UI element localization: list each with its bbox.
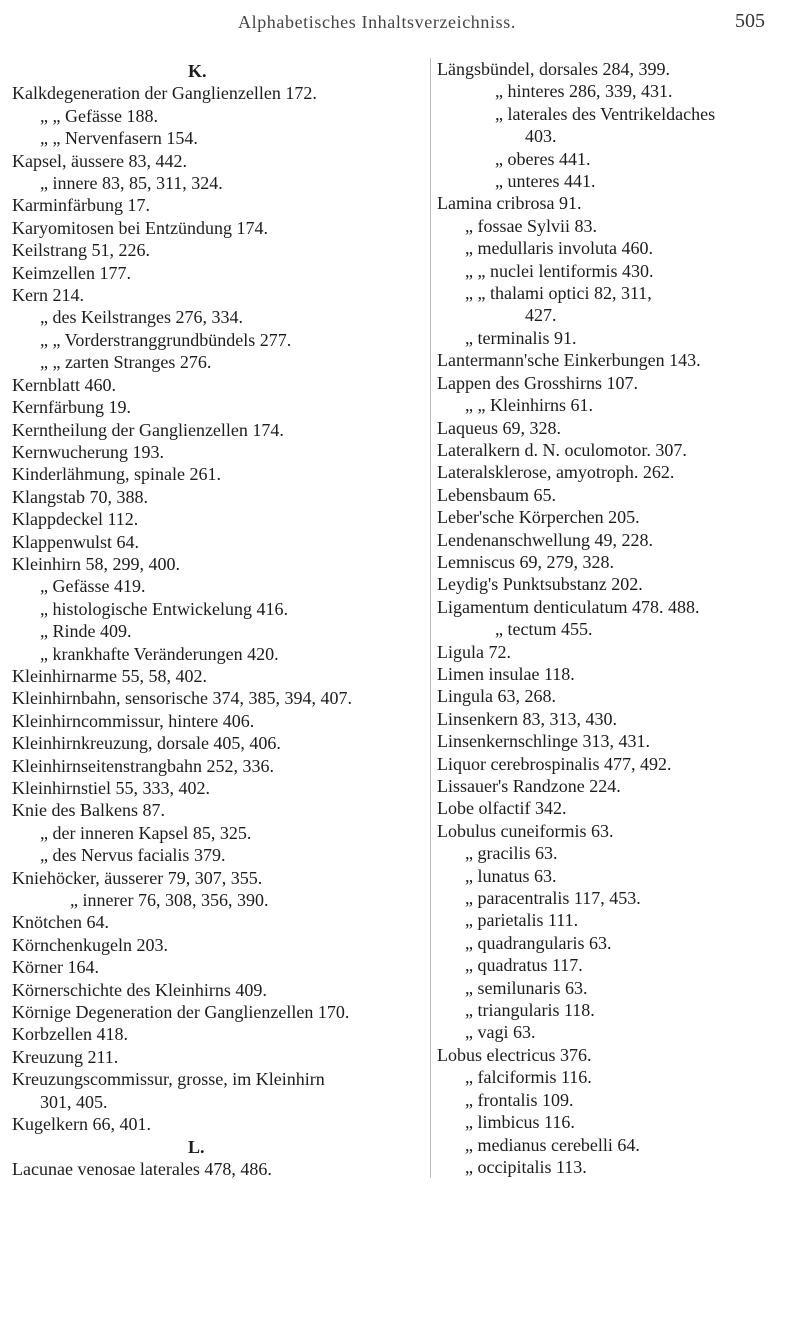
index-entry: „ der inneren Kapsel 85, 325.: [40, 822, 252, 843]
index-entry: Keilstrang 51, 226.: [12, 240, 150, 261]
section-letter: K.: [188, 61, 207, 81]
index-entry: Kleinhirnkreuzung, dorsale 405, 406.: [12, 733, 281, 754]
index-entry: Kleinhirnseitenstrangbahn 252, 336.: [12, 755, 274, 776]
running-title: Alphabetisches Inhaltsverzeichniss.: [238, 12, 516, 32]
index-entry: Kugelkern 66, 401.: [12, 1114, 151, 1135]
index-entry: Leydig's Punktsubstanz 202.: [437, 574, 643, 595]
index-entry: Lebensbaum 65.: [437, 484, 556, 505]
index-entry: „ „ Vorderstranggrundbündels 277.: [40, 329, 292, 350]
index-entry: Klappdeckel 112.: [12, 509, 139, 530]
index-entry: Lappen des Grosshirns 107.: [437, 372, 638, 393]
index-entry: „ semilunaris 63.: [465, 977, 588, 998]
index-entry: „ fossae Sylvii 83.: [465, 215, 597, 236]
index-entry: Lemniscus 69, 279, 328.: [437, 551, 614, 572]
index-entry: „ „ nuclei lentiformis 430.: [465, 260, 654, 281]
index-entry: Kernblatt 460.: [12, 374, 116, 395]
index-entry: Lacunae venosae laterales 478, 486.: [12, 1158, 272, 1179]
index-entry: Lateralsklerose, amyotroph. 262.: [437, 462, 675, 483]
index-entry: Lamina cribrosa 91.: [437, 193, 582, 214]
index-entry: 427.: [525, 305, 557, 326]
index-entry: Kniehöcker, äusserer 79, 307, 355.: [12, 867, 263, 888]
index-entry: „ krankhafte Veränderungen 420.: [40, 643, 279, 664]
index-entry: „ „ Kleinhirns 61.: [465, 395, 593, 416]
index-entry: Kleinhirnstiel 55, 333, 402.: [12, 778, 210, 798]
index-entry: Kleinhirn 58, 299, 400.: [12, 553, 180, 574]
index-entry: Klangstab 70, 388.: [12, 486, 148, 507]
index-entry: „ terminalis 91.: [465, 327, 577, 348]
index-entry: Körnerschichte des Kleinhirns 409.: [12, 979, 267, 1000]
index-entry: Kleinhirnarme 55, 58, 402.: [12, 665, 207, 686]
index-entry: „ „ zarten Stranges 276.: [40, 352, 212, 373]
index-entry: „ medullaris involuta 460.: [465, 238, 653, 259]
index-entry: „ Rinde 409.: [40, 621, 132, 642]
index-entry: „ innerer 76, 308, 356, 390.: [70, 890, 269, 911]
index-entry: Lobe olfactif 342.: [437, 798, 567, 819]
index-entry: „ gracilis 63.: [465, 843, 558, 864]
index-entry: „ occipitalis 113.: [465, 1156, 587, 1177]
index-entry: Kleinhirncommissur, hintere 406.: [12, 710, 255, 731]
index-entry: Lantermann'sche Einkerbungen 143.: [437, 350, 701, 371]
index-entry: „ Gefässe 419.: [40, 576, 146, 597]
index-entry: 301, 405.: [40, 1091, 108, 1112]
index-entry: Keimzellen 177.: [12, 262, 131, 283]
index-entry: Kreuzungscommissur, grosse, im Kleinhirn: [12, 1069, 325, 1090]
index-entry: „ innere 83, 85, 311, 324.: [40, 173, 223, 194]
index-entry: Kalkdegeneration der Ganglienzellen 172.: [12, 83, 317, 104]
index-entry: „ „ Gefässe 188.: [40, 105, 158, 126]
index-entry: Kreuzung 211.: [12, 1046, 119, 1067]
index-entry: Kern 214.: [12, 285, 84, 306]
index-entry: Klappenwulst 64.: [12, 531, 139, 552]
index-entry: Knötchen 64.: [12, 912, 109, 933]
index-entry: „ parietalis 111.: [465, 910, 579, 931]
index-entry: Liquor cerebrospinalis 477, 492.: [437, 753, 672, 774]
index-entry: „ limbicus 116.: [465, 1112, 575, 1133]
index-entry: „ „ Nervenfasern 154.: [40, 128, 198, 149]
index-entry: Kinderlähmung, spinale 261.: [12, 464, 221, 485]
index-entry: „ hinteres 286, 339, 431.: [495, 81, 673, 102]
index-entry: „ medianus cerebelli 64.: [465, 1134, 640, 1155]
index-entry: „ quadrangularis 63.: [465, 932, 612, 953]
index-entry: Körner 164.: [12, 957, 99, 978]
index-entry: „ des Nervus facialis 379.: [40, 845, 226, 866]
index-entry: Linsenkern 83, 313, 430.: [437, 708, 617, 729]
index-entry: Knie des Balkens 87.: [12, 800, 165, 821]
index-entry: Linsenkernschlinge 313, 431.: [437, 731, 650, 752]
index-entry: Ligamentum denticulatum 478. 488.: [437, 596, 700, 617]
index-entry: Kernfärbung 19.: [12, 397, 131, 418]
index-entry: „ paracentralis 117, 453.: [465, 888, 641, 909]
index-entry: Leber'sche Körperchen 205.: [437, 507, 640, 528]
index-entry: Lateralkern d. N. oculomotor. 307.: [437, 439, 687, 460]
index-entry: Kernwucherung 193.: [12, 441, 164, 462]
index-entry: Körnige Degeneration der Ganglienzellen 170.: [12, 1002, 350, 1023]
index-entry: Limen insulae 118.: [437, 663, 575, 684]
index-entry: „ quadratus 117.: [465, 955, 583, 976]
index-entry: Lobus electricus 376.: [437, 1044, 592, 1065]
section-letter: L.: [188, 1136, 205, 1157]
index-entry: „ oberes 441.: [495, 148, 591, 169]
index-entry: Lissauer's Randzone 224.: [437, 776, 621, 796]
index-entry: „ des Keilstranges 276, 334.: [40, 307, 243, 328]
index-entry: Kleinhirnbahn, sensorische 374, 385, 394, 407.: [12, 688, 352, 709]
page-number: 505: [735, 10, 765, 32]
index-entry: „ unteres 441.: [495, 171, 596, 192]
index-column-left: [12, 60, 407, 1180]
index-entry: Laqueus 69, 328.: [437, 417, 561, 438]
index-entry: Lobulus cuneiformis 63.: [437, 820, 614, 841]
index-entry: Kerntheilung der Ganglienzellen 174.: [12, 419, 284, 440]
page-header: [0, 10, 800, 40]
index-entry: 403.: [525, 126, 557, 147]
index-entry: „ falciformis 116.: [465, 1067, 592, 1088]
index-entry: Lendenanschwellung 49, 228.: [437, 529, 653, 550]
index-entry: „ frontalis 109.: [465, 1089, 574, 1110]
index-entry: Längsbündel, dorsales 284, 399.: [437, 59, 670, 79]
index-entry: Ligula 72.: [437, 641, 511, 662]
index-entry: Karminfärbung 17.: [12, 195, 150, 216]
index-column-right: [430, 58, 799, 1178]
index-entry: Karyomitosen bei Entzündung 174.: [12, 217, 268, 238]
index-entry: „ tectum 455.: [495, 619, 593, 640]
index-entry: Lingula 63, 268.: [437, 686, 556, 707]
index-entry: „ triangularis 118.: [465, 1000, 595, 1021]
index-entry: Kapsel, äussere 83, 442.: [12, 150, 187, 171]
index-entry: Körnchenkugeln 203.: [12, 934, 168, 955]
index-entry: „ histologische Entwickelung 416.: [40, 598, 288, 619]
index-entry: „ „ thalami optici 82, 311,: [465, 283, 652, 304]
index-entry: „ vagi 63.: [465, 1022, 536, 1043]
index-entry: Korbzellen 418.: [12, 1024, 128, 1045]
index-entry: „ lunatus 63.: [465, 865, 557, 886]
index-entry: „ laterales des Ventrikeldaches: [495, 103, 716, 124]
